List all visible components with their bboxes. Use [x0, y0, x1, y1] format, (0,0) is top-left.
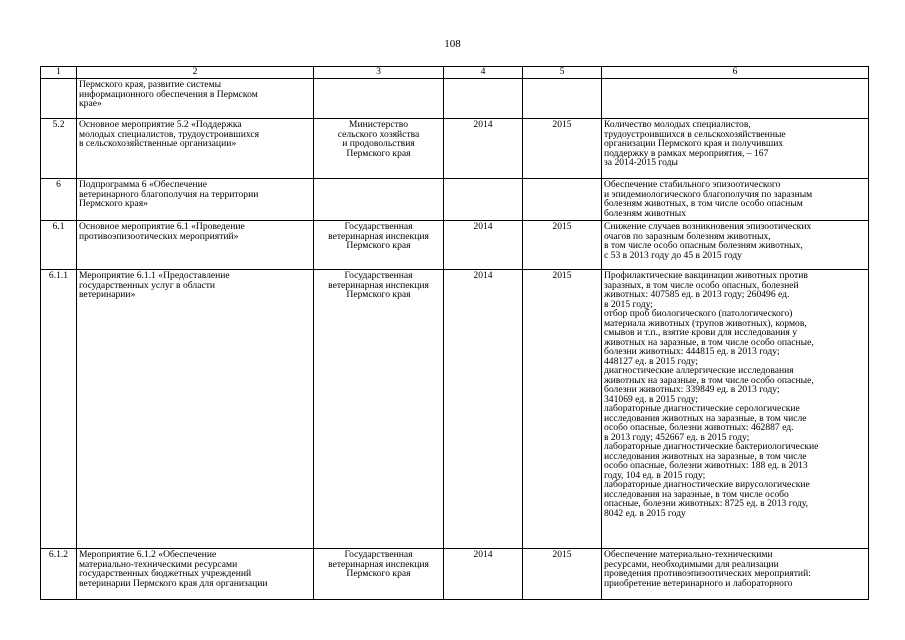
cell-line: болезням животных	[604, 207, 686, 219]
cell-line: с 53 в 2013 году до 45 в 2015 году	[604, 249, 742, 261]
cell-text: 6.1.1	[48, 270, 69, 281]
cell-line: ветеринарная инспекция	[328, 558, 429, 570]
cell-line: в 2013 году; 452667 ед. в 2015 году;	[604, 431, 750, 443]
cell-activity-name	[77, 221, 314, 270]
cell-line: крае»	[79, 98, 102, 109]
cell-line: заразных, в том числе особо опасных, болезней	[604, 279, 799, 291]
cell-line: диагностические аллергические исследования	[604, 365, 794, 376]
cell-line: ресурсами, необходимыми для реализации	[604, 558, 779, 570]
cell-line: ветеринарная инспекция	[328, 230, 429, 242]
cell-line: и эпидемиологического благополучия по заразным	[604, 188, 813, 200]
cell-activity-name	[77, 179, 314, 221]
cell-line: молодых специалистов, трудоустроившихся	[79, 128, 260, 140]
program-table	[40, 66, 869, 600]
cell-line: трудоустроившихся в сельскохозяйственные	[604, 128, 786, 140]
cell-text: 2014	[473, 270, 493, 281]
cell-line: приобретение ветеринарного и лабораторного	[604, 577, 793, 589]
cell-line: за 2014-2015 годы	[604, 157, 678, 168]
cell-text: 2015	[552, 270, 572, 281]
cell-line: 341069 ед. в 2015 году;	[604, 393, 698, 405]
cell-line: в 2015 году;	[604, 298, 653, 310]
cell-activity-name	[77, 549, 314, 600]
cell-text: 2014	[473, 549, 493, 560]
cell-line: Государственная	[344, 270, 413, 281]
cell-text: 5.2	[52, 119, 65, 130]
header-col-2: 2	[77, 67, 314, 79]
cell-line: Пермского края	[346, 147, 411, 159]
cell-text: 6	[56, 179, 61, 190]
cell-line: ветеринарная инспекция	[328, 279, 429, 291]
cell-end-year	[523, 549, 602, 600]
cell-activity-name	[77, 270, 314, 549]
cell-start-year	[444, 270, 523, 549]
cell-line: Мероприятие 6.1.2 «Обеспечение	[79, 549, 217, 560]
cell-executor	[314, 119, 444, 179]
cell-line: лабораторные диагностические серологические	[604, 403, 800, 414]
cell-line: Подпрограмма 6 «Обеспечение	[79, 179, 207, 190]
cell-expected-result	[602, 270, 869, 549]
cell-expected-result	[602, 79, 869, 119]
cell-line: опасные, болезни животных: 8725 ед. в 2013 году,	[604, 498, 809, 509]
cell-text: 6.1.2	[48, 549, 69, 560]
cell-line: Мероприятие 6.1.1 «Предоставление	[79, 270, 230, 281]
cell-line: Обеспечение стабильного эпизоотического	[604, 179, 781, 190]
cell-number	[41, 79, 77, 119]
cell-activity-name	[77, 119, 314, 179]
cell-start-year	[444, 549, 523, 600]
cell-line: Основное мероприятие 5.2 «Поддержка	[79, 119, 242, 130]
cell-number	[41, 221, 77, 270]
cell-line: информационного обеспечения в Пермском	[79, 88, 258, 100]
cell-line: особо опасные, болезни животных: 188 ед. в 2013	[604, 460, 808, 471]
cell-line: лабораторные диагностические вирусологические	[604, 479, 810, 490]
cell-end-year	[523, 179, 602, 221]
table-row	[41, 549, 869, 600]
cell-line: исследования животных на заразные, в том числе	[604, 450, 807, 462]
cell-line: материала животных (трупов животных), кормов,	[604, 317, 807, 329]
cell-line: материально-техническими ресурсами	[79, 558, 238, 570]
cell-line: Государственная	[344, 221, 413, 232]
cell-number	[41, 549, 77, 600]
table-row	[41, 221, 869, 270]
cell-line: Министерство	[348, 119, 409, 130]
cell-line: Государственная	[344, 549, 413, 560]
cell-number	[41, 179, 77, 221]
cell-expected-result	[602, 119, 869, 179]
cell-expected-result	[602, 221, 869, 270]
cell-start-year	[444, 179, 523, 221]
cell-text: 2015	[552, 549, 572, 560]
cell-text: 6.1	[52, 221, 65, 232]
cell-expected-result	[602, 179, 869, 221]
cell-line: Количество молодых специалистов,	[604, 119, 751, 130]
cell-line: Снижение случаев возникновения эпизоотических	[604, 221, 812, 232]
cell-line: болезням животных, в том числе особо опасным	[604, 198, 803, 209]
cell-line: исследования на заразные, в том числе особо	[604, 488, 789, 500]
cell-start-year	[444, 221, 523, 270]
table-body	[41, 79, 869, 600]
cell-line: Пермского края	[346, 289, 411, 300]
cell-line: ветеринарного благополучия на территории	[79, 188, 259, 200]
cell-line: Основное мероприятие 6.1 «Проведение	[79, 221, 245, 232]
cell-line: поддержку в рамках мероприятия, – 167	[604, 147, 769, 159]
cell-line: ветеринарии»	[79, 289, 136, 300]
table-row	[41, 119, 869, 179]
cell-end-year	[523, 221, 602, 270]
cell-text: 2014	[473, 221, 493, 232]
cell-line: организации Пермского края и получивших	[604, 138, 784, 149]
cell-number	[41, 270, 77, 549]
header-col-4: 4	[444, 67, 523, 79]
cell-line: и продовольствия	[342, 138, 415, 149]
cell-line: животных на заразные, в том числе особо опасные,	[604, 336, 814, 348]
cell-line: животных: 407585 ед. в 2013 году; 260496 ед.	[604, 289, 790, 300]
cell-executor	[314, 270, 444, 549]
header-col-5: 5	[523, 67, 602, 79]
cell-end-year	[523, 270, 602, 549]
cell-line: проведения противоэпизоотических мероприятий:	[604, 568, 811, 579]
table-row	[41, 270, 869, 549]
cell-line: особо опасные, болезни животных: 462887 ед.	[604, 422, 794, 433]
cell-line: Пермского края	[346, 568, 411, 579]
cell-text: 2015	[552, 221, 572, 232]
header-col-3: 3	[314, 67, 444, 79]
cell-line: 448127 ед. в 2015 году;	[604, 355, 698, 367]
cell-line: исследования животных на заразные, в том числе	[604, 412, 807, 424]
header-col-6: 6	[602, 67, 869, 79]
table-row	[41, 79, 869, 119]
cell-line: отбор проб биологического (патологического)	[604, 308, 793, 319]
cell-line: в сельскохозяйственные организации»	[79, 138, 237, 149]
cell-line: смывов и т.п., взятие крови для исследования у	[604, 327, 797, 338]
cell-end-year	[523, 79, 602, 119]
cell-line: в том числе особо опасным болезням животных,	[604, 240, 803, 251]
cell-line: сельского хозяйства	[337, 128, 420, 140]
cell-number	[41, 119, 77, 179]
cell-executor	[314, 549, 444, 600]
cell-line: лабораторные диагностические бактериологические	[604, 441, 819, 452]
cell-line: 8042 ед. в 2015 году	[604, 507, 686, 519]
cell-line: государственных бюджетных учреждений	[79, 568, 252, 579]
cell-line: болезни животных: 339849 ед. в 2013 году;	[604, 384, 780, 395]
cell-line: ветеринарии Пермского края для организации	[79, 577, 268, 589]
cell-text: 2015	[552, 119, 572, 130]
page-number: 108	[444, 38, 461, 50]
table-row	[41, 179, 869, 221]
cell-line: Обеспечение материально-техническими	[604, 549, 773, 560]
cell-executor	[314, 221, 444, 270]
cell-activity-name	[77, 79, 314, 119]
table-header-row	[41, 67, 869, 79]
header-col-1: 1	[41, 67, 77, 79]
cell-start-year	[444, 79, 523, 119]
cell-line: Профилактические вакцинации животных против	[604, 270, 808, 281]
cell-line: Пермского края, развитие системы	[79, 79, 222, 90]
cell-line: году, 104 ед. в 2015 году;	[604, 469, 706, 481]
cell-line: животных на заразные, в том числе особо опасные,	[604, 374, 814, 386]
cell-line: Пермского края	[346, 240, 411, 251]
cell-line: противоэпизоотических мероприятий»	[79, 230, 239, 242]
cell-start-year	[444, 119, 523, 179]
cell-executor	[314, 179, 444, 221]
cell-executor	[314, 79, 444, 119]
cell-line: государственных услуг в области	[79, 279, 216, 291]
cell-line: болезни животных: 444815 ед. в 2013 году;	[604, 346, 780, 357]
cell-text: 2014	[473, 119, 493, 130]
cell-end-year	[523, 119, 602, 179]
cell-expected-result	[602, 549, 869, 600]
cell-line: Пермского края»	[79, 198, 148, 209]
cell-line: очагов по заразным болезням животных,	[604, 230, 771, 242]
